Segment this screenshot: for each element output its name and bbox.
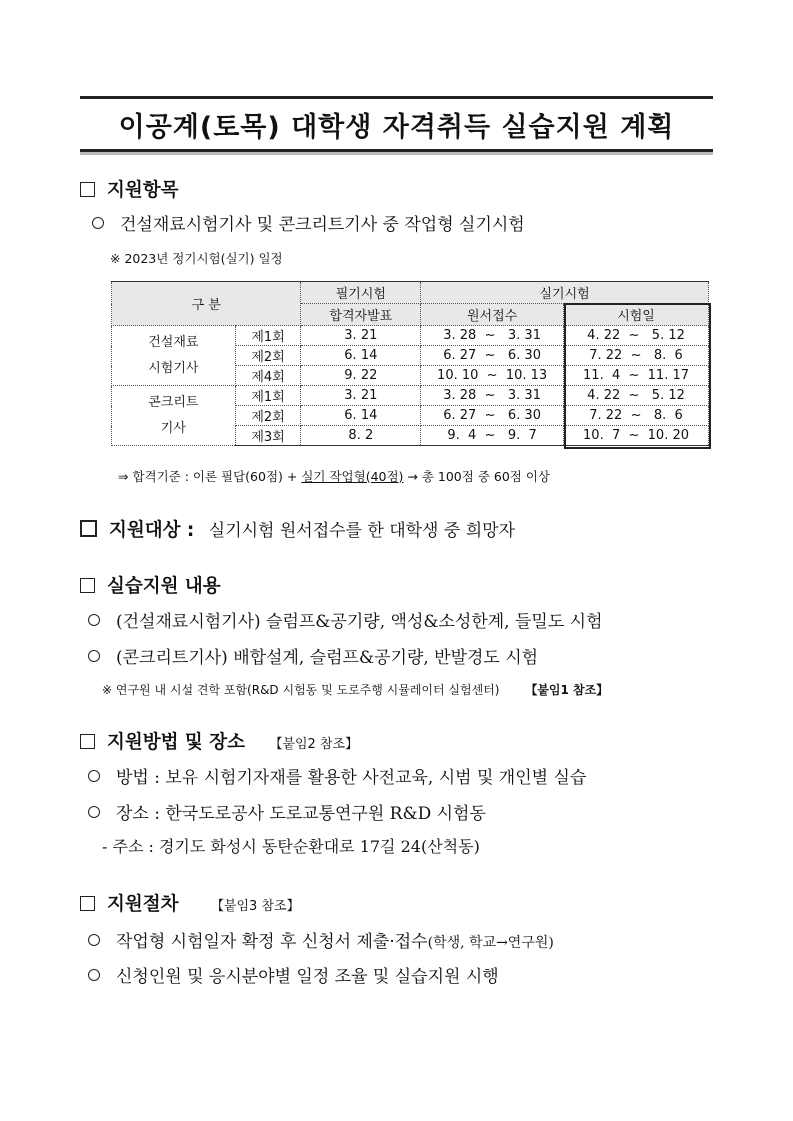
circle-bullet-icon — [88, 770, 100, 782]
table-row — [112, 326, 709, 346]
group-construction-material: 건설재료 시험기사 — [112, 326, 236, 386]
section-heading-procedure: 지원절차 【붙임3 참조】 — [80, 890, 300, 916]
circle-bullet-icon — [88, 806, 100, 818]
section-heading-target: 지원대상 : 실기시험 원서접수를 한 대학생 중 희망자 — [80, 516, 515, 542]
circle-bullet-icon — [88, 969, 100, 981]
address: - 주소 : 경기도 화성시 동탄순환대로 17길 24(산척동) — [102, 837, 480, 856]
bullet-content-1: (건설재료시험기사) 슬럼프&공기량, 액성&소성한계, 들밀도 시험 — [88, 607, 603, 632]
header-apply: 원서접수 — [421, 304, 564, 326]
checkbox-square-icon — [80, 182, 95, 197]
bullet-content-2: (콘크리트기사) 배합설계, 슬럼프&공기량, 반발경도 시험 — [88, 643, 538, 668]
exam-cell: 4. 22 ~ 5. 12 — [564, 326, 709, 346]
exam-schedule-table — [111, 281, 709, 446]
bullet-support-items: 건설재료시험기사 및 콘크리트기사 중 작업형 실기시험 — [92, 210, 525, 235]
written-cell: 6. 14 — [301, 346, 421, 366]
round-cell: 제4회 — [235, 366, 301, 386]
circle-bullet-icon — [88, 650, 100, 662]
apply-cell: 3. 28 ~ 3. 31 — [421, 386, 564, 406]
written-cell: 9. 22 — [301, 366, 421, 386]
bullet-procedure-1: 작업형 시험일자 확정 후 신청서 제출·접수(학생, 학교→연구원) — [88, 927, 554, 952]
written-cell: 3. 21 — [301, 326, 421, 346]
apply-cell: 3. 28 ~ 3. 31 — [421, 326, 564, 346]
circle-bullet-icon — [92, 217, 104, 229]
written-cell: 6. 14 — [301, 406, 421, 426]
checkbox-square-icon — [80, 520, 97, 537]
section-heading-support-items: 지원항목 — [80, 176, 178, 202]
exam-cell: 7. 22 ~ 8. 6 — [564, 346, 709, 366]
apply-cell: 6. 27 ~ 6. 30 — [421, 346, 564, 366]
checkbox-square-icon — [80, 578, 95, 593]
apply-cell: 9. 4 ~ 9. 7 — [421, 426, 564, 446]
bullet-location: 장소 : 한국도로공사 도로교통연구원 R&D 시험동 — [88, 799, 486, 824]
round-cell: 제1회 — [235, 326, 301, 346]
circle-bullet-icon — [88, 934, 100, 946]
exam-cell: 4. 22 ~ 5. 12 — [564, 386, 709, 406]
written-cell: 8. 2 — [301, 426, 421, 446]
written-cell: 3. 21 — [301, 386, 421, 406]
header-practical: 실기시험 — [421, 282, 709, 304]
section-heading-content: 실습지원 내용 — [80, 572, 221, 598]
title-banner — [80, 96, 713, 152]
schedule-note: ※ 2023년 정기시험(실기) 일정 — [110, 251, 283, 266]
bullet-method: 방법 : 보유 시험기자재를 활용한 사전교육, 시범 및 개인별 실습 — [88, 763, 586, 788]
apply-cell: 10. 10 ~ 10. 13 — [421, 366, 564, 386]
header-exam: 시험일 — [564, 304, 709, 326]
exam-cell: 7. 22 ~ 8. 6 — [564, 406, 709, 426]
circle-bullet-icon — [88, 614, 100, 626]
bullet-procedure-2: 신청인원 및 응시분야별 일정 조율 및 실습지원 시행 — [88, 962, 499, 987]
round-cell: 제1회 — [235, 386, 301, 406]
content-note: ※ 연구원 내 시설 견학 포함(R&D 시험동 및 도로주행 시뮬레이터 실험센터) 【붙임1 참조】 — [102, 683, 609, 697]
header-written-2: 합격자발표 — [301, 304, 421, 326]
exam-cell: 10. 7 ~ 10. 20 — [564, 426, 709, 446]
round-cell: 제2회 — [235, 406, 301, 426]
pass-criteria: ⇒ 합격기준 : 이론 필답(60점) + 실기 작업형(40점) → 총 100점 중 60점 이상 — [118, 469, 550, 484]
checkbox-square-icon — [80, 896, 95, 911]
section-heading-method: 지원방법 및 장소 【붙임2 참조】 — [80, 728, 358, 754]
table-row — [112, 386, 709, 406]
group-concrete: 콘크리트 기사 — [112, 386, 236, 446]
apply-cell: 6. 27 ~ 6. 30 — [421, 406, 564, 426]
checkbox-square-icon — [80, 734, 95, 749]
round-cell: 제2회 — [235, 346, 301, 366]
round-cell: 제3회 — [235, 426, 301, 446]
exam-cell: 11. 4 ~ 11. 17 — [564, 366, 709, 386]
page-title: 이공계(토목) 대학생 자격취득 실습지원 계획 — [118, 111, 675, 143]
header-category: 구 분 — [112, 282, 301, 326]
header-written-1: 필기시험 — [301, 282, 421, 304]
